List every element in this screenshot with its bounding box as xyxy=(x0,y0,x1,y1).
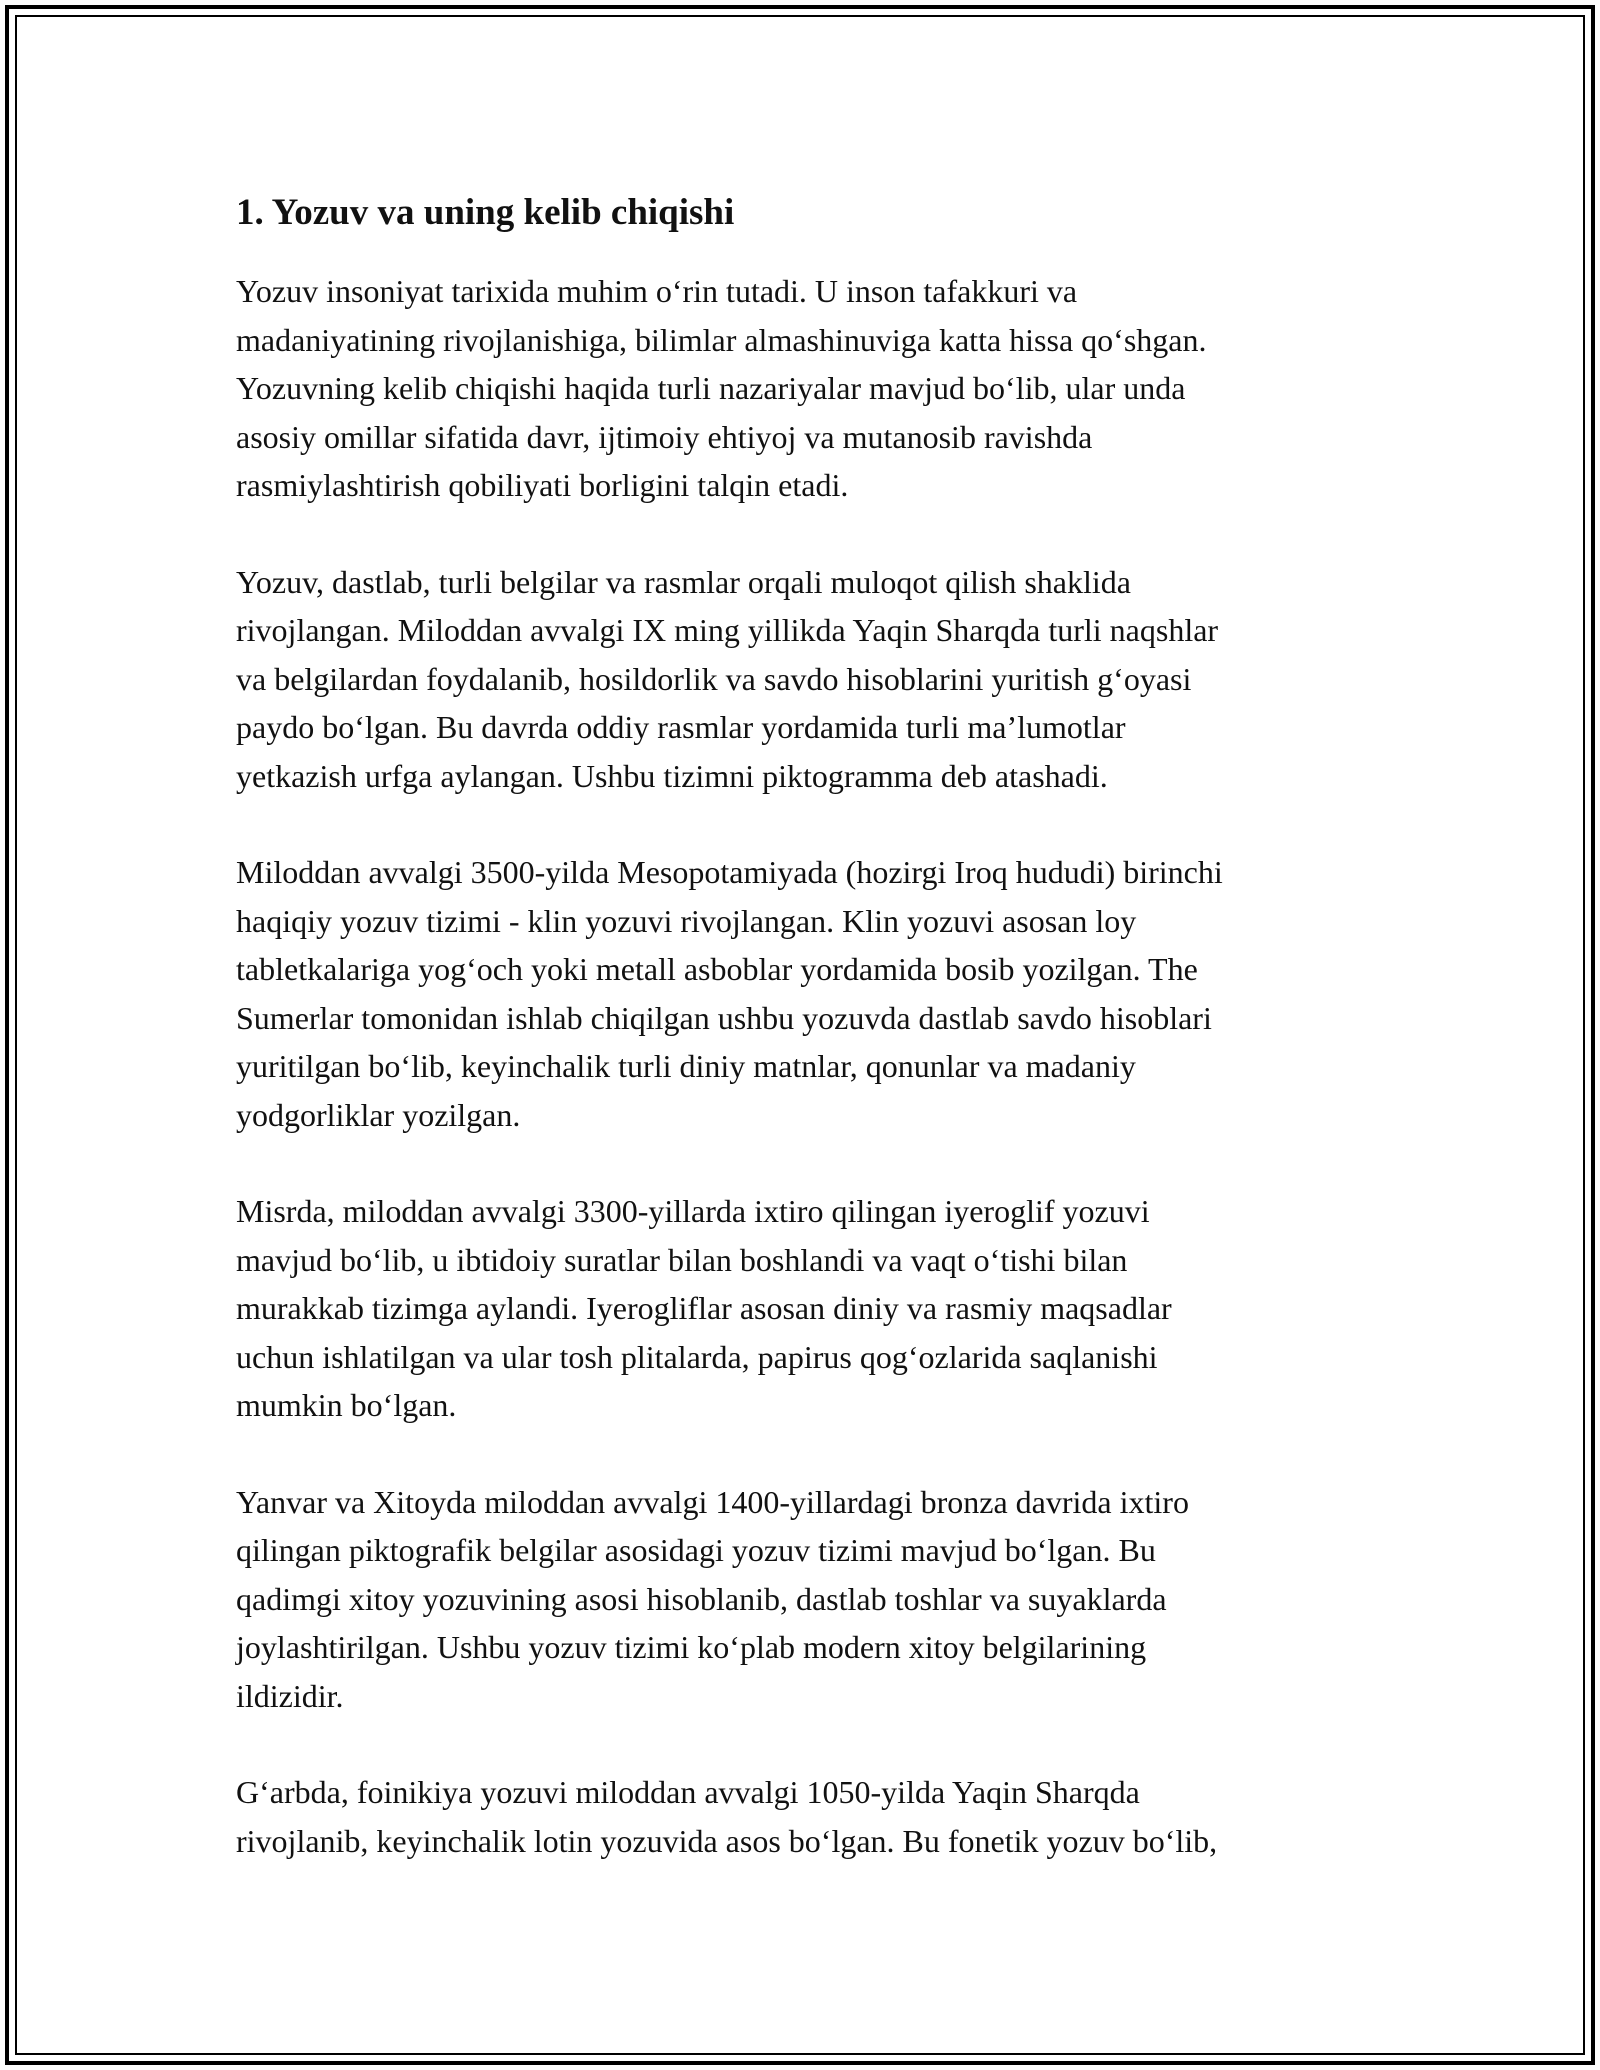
text-line: paydo bo‘lgan. Bu davrda oddiy rasmlar yordamida turli ma’lumotlar xyxy=(236,709,1126,745)
text-line: Sumerlar tomonidan ishlab chiqilgan ushbu yozuvda dastlab savdo hisoblari xyxy=(236,999,1212,1036)
text-line: madaniyatining rivojlanishiga, bilimlar almashinuviga katta hissa qo‘shgan. xyxy=(236,321,1207,358)
paragraph-4 xyxy=(236,1187,1376,1430)
section-heading: 1. Yozuv va uning kelib chiqishi xyxy=(236,192,735,233)
text-line: G‘arbda, foinikiya yozuvi miloddan avvalgi 1050-yilda Yaqin Sharqda xyxy=(236,1774,1140,1810)
text-line: murakkab tizimga aylandi. Iyerogliflar asosan diniy va rasmiy maqsadlar xyxy=(236,1290,1172,1326)
text-line: joylashtirilgan. Ushbu yozuv tizimi ko‘plab modern xitoy belgilarining xyxy=(236,1629,1147,1665)
text-line: mavjud bo‘lib, u ibtidoiy suratlar bilan boshlandi va vaqt o‘tishi bilan xyxy=(236,1241,1128,1278)
text-line: Yanvar va Xitoyda miloddan avvalgi 1400-yillardagi bronza davrida ixtiro xyxy=(236,1483,1189,1520)
text-line: va belgilardan foydalanib, hosildorlik va savdo hisoblarini yuritish g‘oyasi xyxy=(236,660,1192,697)
text-line: Miloddan avvalgi 3500-yilda Mesopotamiyada (hozirgi Iroq hududi) birinchi xyxy=(236,854,1223,890)
text-line: tabletkalariga yog‘och yoki metall asboblar yordamida bosib yozilgan. The xyxy=(236,951,1198,987)
text-line: yodgorliklar yozilgan. xyxy=(236,1096,521,1133)
paragraph-6 xyxy=(236,1768,1376,1865)
paragraph-3 xyxy=(236,848,1376,1139)
text-line: mumkin bo‘lgan. xyxy=(236,1387,457,1423)
text-line: Misrda, miloddan avvalgi 3300-yillarda ixtiro qilingan iyeroglif yozuvi xyxy=(236,1193,1150,1229)
paragraph-2 xyxy=(236,558,1376,801)
text-line: rasmiylashtirish qobiliyati borligini talqin etadi. xyxy=(236,467,849,503)
text-line: rivojlangan. Miloddan avvalgi IX ming yillikda Yaqin Sharqda turli naqshlar xyxy=(236,612,1219,648)
text-line: asosiy omillar sifatida davr, ijtimoiy ehtiyoj va mutanosib ravishda xyxy=(236,418,1093,455)
paragraph-5 xyxy=(236,1478,1376,1721)
text-line: rivojlanib, keyinchalik lotin yozuvida asos bo‘lgan. Bu fonetik yozuv bo‘lib, xyxy=(236,1822,1218,1859)
text-line: qadimgi xitoy yozuvining asosi hisoblanib, dastlab toshlar va suyaklarda xyxy=(236,1580,1167,1617)
text-line: haqiqiy yozuv tizimi - klin yozuvi rivojlangan. Klin yozuvi asosan loy xyxy=(236,902,1137,939)
text-line: qilingan piktografik belgilar asosidagi yozuv tizimi mavjud bo‘lgan. Bu xyxy=(236,1532,1156,1568)
text-line: ildizidir. xyxy=(236,1677,344,1714)
text-line: uchun ishlatilgan va ular tosh plitalarda, papirus qog‘ozlarida saqlanishi xyxy=(236,1338,1158,1375)
text-line: Yozuv, dastlab, turli belgilar va rasmlar orqali muloqot qilish shaklida xyxy=(236,563,1131,600)
document-body xyxy=(236,185,1376,1913)
text-line: Yozuvning kelib chiqishi haqida turli nazariyalar mavjud bo‘lib, ular unda xyxy=(236,370,1186,406)
text-line: Yozuv insoniyat tarixida muhim o‘rin tutadi. U inson tafakkuri va xyxy=(236,273,1078,309)
text-line: yuritilgan bo‘lib, keyinchalik turli diniy matnlar, qonunlar va madaniy xyxy=(236,1048,1136,1084)
paragraph-1 xyxy=(236,267,1376,510)
text-line: yetkazish urfga aylangan. Ushbu tizimni piktogramma deb atashadi. xyxy=(236,757,1108,794)
